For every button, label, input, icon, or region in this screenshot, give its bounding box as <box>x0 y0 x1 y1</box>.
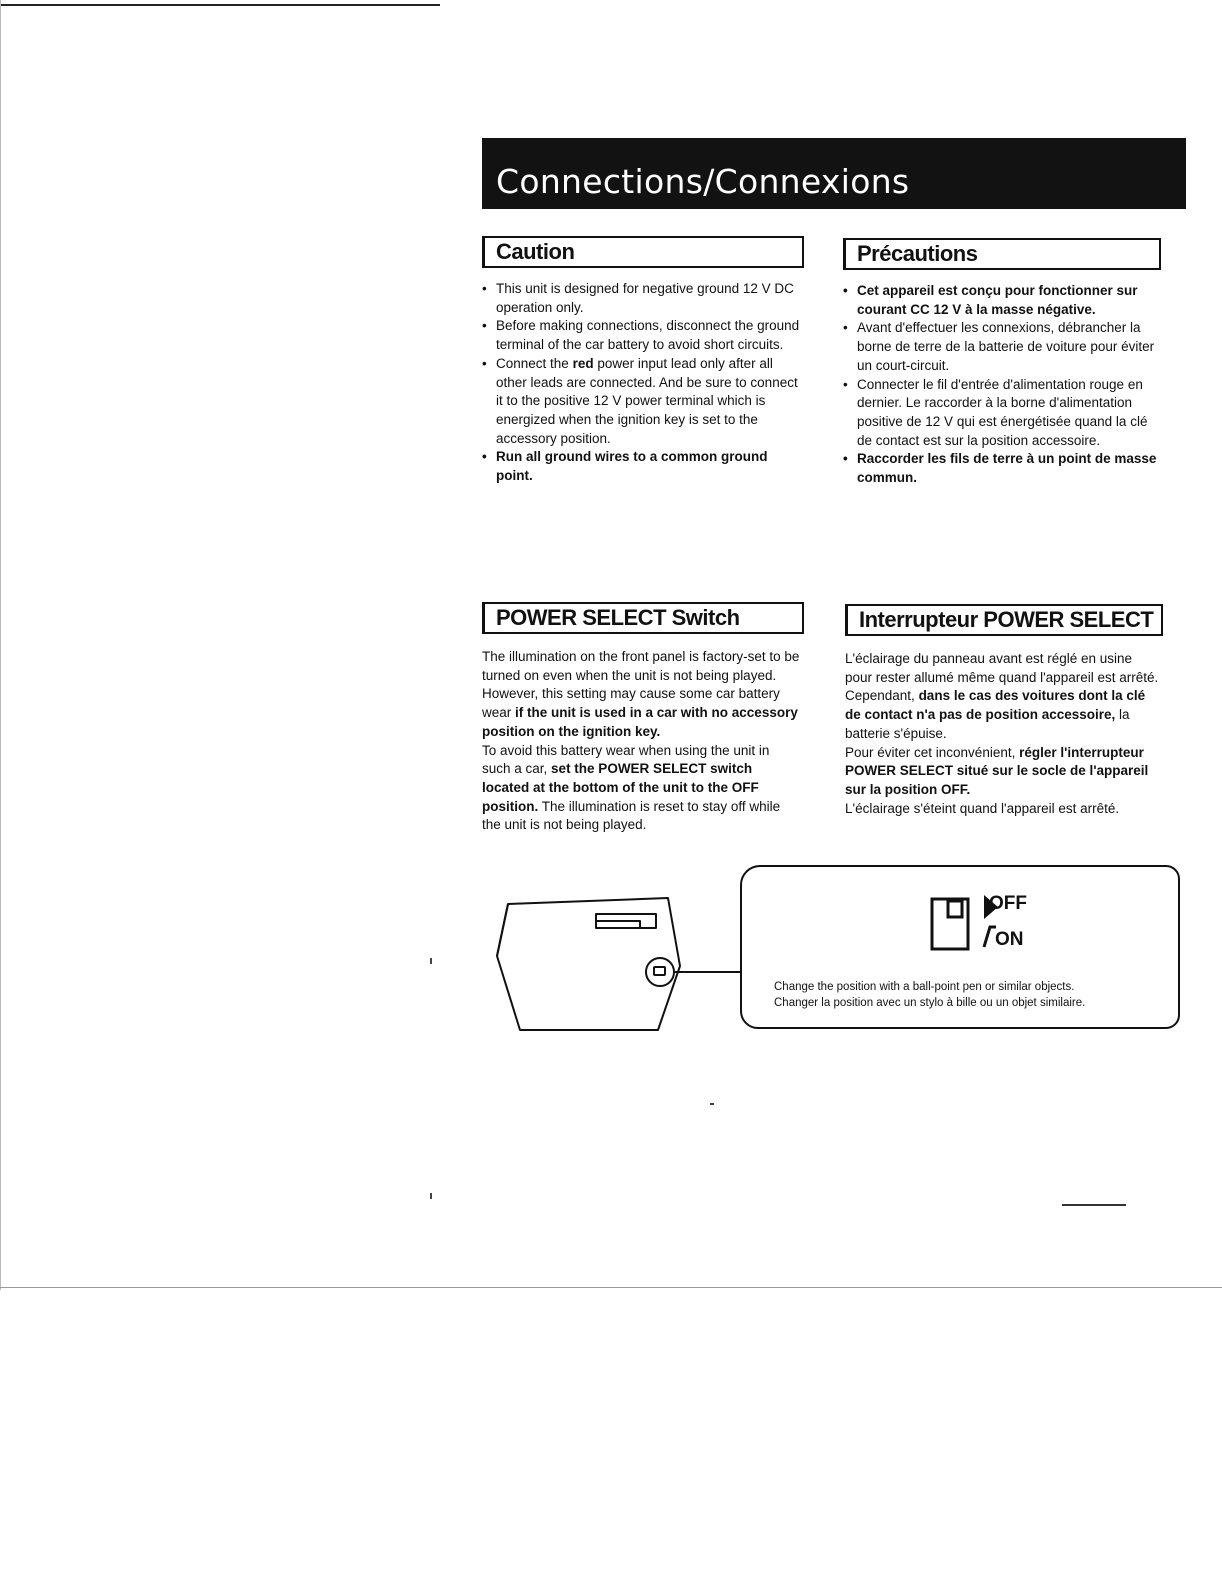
power-select-paragraph: The illumination on the front panel is factory-set to be turned on even when the unit is not being played. However, this setting may cause some car battery wear if the unit is used in a car with no accessory position on the ignition key. <box>482 649 800 739</box>
caution-item: • This unit is designed for negative ground 12 V DC operation only. <box>482 280 802 317</box>
power-select-paragraph: To avoid this battery wear when using the unit in such a car, set the POWER SELECT switch located at the bottom of the unit to the OFF position. The illumination is reset to stay off while the unit is not being played. <box>482 742 781 833</box>
caution-list <box>482 280 802 486</box>
precautions-item: • Avant d'effectuer les connexions, débrancher la borne de terre de la batterie de voiture pour éviter un court-circuit. <box>843 319 1163 375</box>
caution-item-text: Connect the red power input lead only after all other leads are connected. And be sure to connect it to the positive 12 V power terminal which is energized when the ignition key is set to the accessory position. <box>496 355 798 446</box>
caution-item: • Run all ground wires to a common ground point. <box>482 448 802 485</box>
top-rule <box>0 4 440 6</box>
unit-edge-line <box>497 904 508 956</box>
switch-location-circle <box>646 958 674 986</box>
power-select-body-en <box>482 648 800 835</box>
precautions-heading <box>843 238 1161 270</box>
switch-location-icon <box>654 967 665 975</box>
power-select-paragraph: L'éclairage du panneau avant est réglé en usine pour rester allumé même quand l'appareil est arrêté. Cependant, dans le cas des voitures dont la clé de contact n'a pas de position accessoire, la batterie s'épuise. <box>845 651 1159 741</box>
scan-speck <box>430 958 432 964</box>
power-select-body-fr <box>845 650 1161 818</box>
caution-heading-text: Caution <box>496 239 575 264</box>
caution-heading <box>482 236 804 268</box>
switch-callout <box>740 865 1180 1029</box>
switch-slider <box>948 901 962 917</box>
page-title-bar <box>482 138 1186 209</box>
precautions-list <box>843 282 1163 488</box>
precautions-item: • Raccorder les fils de terre à un point de masse commun. <box>843 450 1163 487</box>
precautions-item: • Cet appareil est conçu pour fonctionner sur courant CC 12 V à la masse négative. <box>843 282 1163 319</box>
on-label: ON <box>995 929 1024 950</box>
page-edge-line <box>0 0 1 1290</box>
scan-smudge <box>1062 1204 1126 1206</box>
note-french: Changer la position avec un stylo à bille ou un objet similaire. <box>774 997 1086 1009</box>
unit-slot-detail <box>596 921 640 928</box>
power-select-paragraph: L'éclairage s'éteint quand l'appareil est arrêté. <box>845 800 1120 816</box>
power-select-heading-en-text: POWER SELECT Switch <box>496 605 740 630</box>
page-title: Connections/Connexions <box>496 162 910 201</box>
scan-speck <box>710 1103 714 1105</box>
caution-item <box>482 355 802 449</box>
precautions-item: • Connecter le fil d'entrée d'alimentation rouge en dernier. Le raccorder à la borne d'alimentation positive de 12 V qui est énergétisée quand la clé de contact est sur la position accessoire. <box>843 376 1163 451</box>
power-select-heading-fr-text: Interrupteur POWER SELECT <box>859 607 1154 632</box>
precautions-heading-text: Précautions <box>857 241 978 266</box>
power-select-paragraph: Pour éviter cet inconvénient, régler l'interrupteur POWER SELECT situé sur le socle de l'appareil sur la position OFF. <box>845 744 1149 797</box>
note-english: Change the position with a ball-point pen or similar objects. <box>774 981 1075 993</box>
bottom-rule <box>0 1287 1222 1288</box>
off-label: OFF <box>989 893 1027 914</box>
power-select-heading-en <box>482 602 804 634</box>
caution-item: • Before making connections, disconnect the ground terminal of the car battery to avoid short circuits. <box>482 317 802 354</box>
power-select-heading-fr <box>845 604 1163 636</box>
scan-speck <box>430 1193 432 1199</box>
unit-body-outline <box>497 898 680 1030</box>
